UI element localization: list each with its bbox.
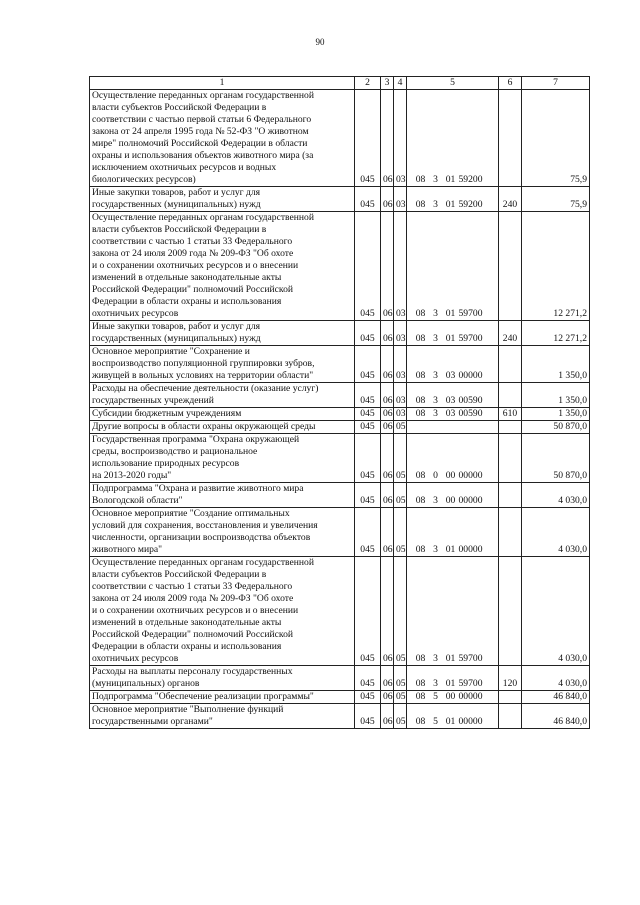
- csr-event: 01: [445, 333, 456, 344]
- grbs-code: 045: [355, 90, 381, 187]
- table-row: [90, 434, 590, 483]
- target-article-code: [407, 187, 499, 212]
- subsection-code: 05: [394, 434, 407, 483]
- csr-subprogram: 3: [433, 495, 438, 506]
- table-row: [90, 666, 590, 691]
- csr-direction: 00000: [458, 716, 483, 727]
- expense-type-code: [499, 434, 522, 483]
- grbs-code: 045: [355, 508, 381, 557]
- subsection-code: 03: [394, 408, 407, 421]
- expense-type-code: [499, 691, 522, 704]
- grbs-code: 045: [355, 421, 381, 434]
- amount: 75,9: [522, 90, 590, 187]
- header-cell: 5: [407, 77, 499, 90]
- csr-direction: 59200: [458, 199, 483, 210]
- csr-program: 08: [415, 653, 426, 664]
- amount: 1 350,0: [522, 383, 590, 408]
- section-code: 06: [381, 187, 394, 212]
- subsection-code: 03: [394, 321, 407, 346]
- budget-table: [89, 76, 590, 729]
- amount: 50 870,0: [522, 434, 590, 483]
- header-cell: 3: [381, 77, 394, 90]
- table-row: [90, 408, 590, 421]
- csr-program: 08: [415, 678, 426, 689]
- amount: 46 840,0: [522, 691, 590, 704]
- subsection-code: 05: [394, 508, 407, 557]
- section-code: 06: [381, 691, 394, 704]
- csr-program: 08: [415, 716, 426, 727]
- row-name: Подпрограмма "Охрана и развитие животного мира Вологодской области": [90, 483, 355, 508]
- table-row: [90, 187, 590, 212]
- grbs-code: 045: [355, 483, 381, 508]
- csr-event: 01: [445, 544, 456, 555]
- amount: 75,9: [522, 187, 590, 212]
- amount: 1 350,0: [522, 408, 590, 421]
- subsection-code: 03: [394, 212, 407, 321]
- row-name: Основное мероприятие "Сохранение и воспроизводство популяционной группировки зубров, живущей в вольных условиях на территории области": [90, 346, 355, 383]
- target-article-code: [407, 483, 499, 508]
- header-cell: 1: [90, 77, 355, 90]
- table-row: [90, 346, 590, 383]
- target-article-code: [407, 421, 499, 434]
- csr-program: 08: [415, 370, 426, 381]
- grbs-code: 045: [355, 346, 381, 383]
- expense-type-code: 240: [499, 321, 522, 346]
- table-row: [90, 704, 590, 729]
- csr-event: 01: [445, 308, 456, 319]
- expense-type-code: [499, 383, 522, 408]
- grbs-code: 045: [355, 383, 381, 408]
- target-article-code: [407, 90, 499, 187]
- csr-direction: 59700: [458, 678, 483, 689]
- grbs-code: 045: [355, 321, 381, 346]
- amount: 12 271,2: [522, 212, 590, 321]
- csr-subprogram: 3: [433, 308, 438, 319]
- expense-type-code: [499, 212, 522, 321]
- csr-direction: 00000: [458, 370, 483, 381]
- table-row: [90, 383, 590, 408]
- csr-direction: 00000: [458, 544, 483, 555]
- row-name: Другие вопросы в области охраны окружающей среды: [90, 421, 355, 434]
- subsection-code: 05: [394, 691, 407, 704]
- grbs-code: 045: [355, 666, 381, 691]
- csr-event: 01: [445, 199, 456, 210]
- target-article-code: [407, 557, 499, 666]
- csr-subprogram: 3: [433, 333, 438, 344]
- csr-program: 08: [415, 691, 426, 702]
- csr-direction: 00000: [458, 691, 483, 702]
- target-article-code: [407, 691, 499, 704]
- csr-program: 08: [415, 333, 426, 344]
- grbs-code: 045: [355, 187, 381, 212]
- subsection-code: 03: [394, 90, 407, 187]
- subsection-code: 05: [394, 421, 407, 434]
- csr-subprogram: 3: [433, 199, 438, 210]
- target-article-code: [407, 704, 499, 729]
- row-name: Иные закупки товаров, работ и услуг для государственных (муниципальных) нужд: [90, 187, 355, 212]
- grbs-code: 045: [355, 691, 381, 704]
- csr-event: 01: [445, 174, 456, 185]
- csr-direction: 00000: [458, 495, 483, 506]
- section-code: 06: [381, 557, 394, 666]
- grbs-code: 045: [355, 434, 381, 483]
- csr-subprogram: 5: [433, 716, 438, 727]
- row-name: Осуществление переданных органам государственной власти субъектов Российской Федерации в соответствии с частью 1 статьи 33 Федерального закона от 24 июля 2009 года № 209-ФЗ "Об охоте и о сохранении охотничьих ресурсов и о внесении изменений в отдельные законодательные акты Российской Федерации" полномочий Российской Федерации в области охраны и использования охотничьих ресурсов: [90, 212, 355, 321]
- row-name: Основное мероприятие "Создание оптимальных условий для сохранения, восстановления и увеличения численности, организации воспроизводства объектов животного мира": [90, 508, 355, 557]
- csr-subprogram: 5: [433, 691, 438, 702]
- section-code: 06: [381, 421, 394, 434]
- table-row: [90, 212, 590, 321]
- csr-program: 08: [415, 308, 426, 319]
- subsection-code: 05: [394, 666, 407, 691]
- section-code: 06: [381, 508, 394, 557]
- header-cell: 2: [355, 77, 381, 90]
- csr-event: 03: [445, 370, 456, 381]
- expense-type-code: [499, 508, 522, 557]
- amount: 50 870,0: [522, 421, 590, 434]
- subsection-code: 05: [394, 483, 407, 508]
- csr-event: 01: [445, 653, 456, 664]
- csr-subprogram: 0: [433, 470, 438, 481]
- csr-direction: 59700: [458, 333, 483, 344]
- csr-direction: 59700: [458, 653, 483, 664]
- table-header-row: [90, 77, 590, 90]
- target-article-code: [407, 434, 499, 483]
- target-article-code: [407, 383, 499, 408]
- csr-event: 03: [445, 395, 456, 406]
- csr-subprogram: 3: [433, 370, 438, 381]
- section-code: 06: [381, 666, 394, 691]
- csr-program: 08: [415, 544, 426, 555]
- section-code: 06: [381, 321, 394, 346]
- grbs-code: 045: [355, 212, 381, 321]
- section-code: 06: [381, 383, 394, 408]
- row-name: Подпрограмма "Обеспечение реализации программы": [90, 691, 355, 704]
- target-article-code: [407, 666, 499, 691]
- csr-event: 01: [445, 716, 456, 727]
- section-code: 06: [381, 212, 394, 321]
- table-row: [90, 691, 590, 704]
- amount: 1 350,0: [522, 346, 590, 383]
- csr-subprogram: 3: [433, 653, 438, 664]
- csr-program: 08: [415, 495, 426, 506]
- csr-program: 08: [415, 408, 426, 419]
- csr-event: 01: [445, 678, 456, 689]
- csr-subprogram: 3: [433, 678, 438, 689]
- csr-subprogram: 3: [433, 174, 438, 185]
- expense-type-code: 120: [499, 666, 522, 691]
- header-cell: 7: [522, 77, 590, 90]
- amount: 4 030,0: [522, 483, 590, 508]
- subsection-code: 03: [394, 187, 407, 212]
- csr-event: 00: [445, 495, 456, 506]
- grbs-code: 045: [355, 704, 381, 729]
- section-code: 06: [381, 483, 394, 508]
- csr-direction: 00590: [458, 408, 483, 419]
- row-name: Иные закупки товаров, работ и услуг для государственных (муниципальных) нужд: [90, 321, 355, 346]
- expense-type-code: 240: [499, 187, 522, 212]
- expense-type-code: [499, 704, 522, 729]
- row-name: Основное мероприятие "Выполнение функций государственными органами": [90, 704, 355, 729]
- csr-program: 08: [415, 470, 426, 481]
- table-row: [90, 483, 590, 508]
- row-name: Осуществление переданных органам государственной власти субъектов Российской Федерации в соответствии с частью 1 статьи 33 Федерального закона от 24 июля 2009 года № 209-ФЗ "Об охоте и о сохранении охотничьих ресурсов и о внесении изменений в отдельные законодательные акты Российской Федерации" полномочий Российской Федерации в области охраны и использования охотничьих ресурсов: [90, 557, 355, 666]
- csr-direction: 00590: [458, 395, 483, 406]
- csr-program: 08: [415, 395, 426, 406]
- section-code: 06: [381, 704, 394, 729]
- csr-event: 00: [445, 691, 456, 702]
- subsection-code: 05: [394, 557, 407, 666]
- amount: 4 030,0: [522, 557, 590, 666]
- expense-type-code: [499, 421, 522, 434]
- table-row: [90, 90, 590, 187]
- target-article-code: [407, 346, 499, 383]
- row-name: Осуществление переданных органам государственной власти субъектов Российской Федерации в соответствии с частью первой статьи 6 Федерального закона от 24 апреля 1995 года № 52-ФЗ "О животном мире" полномочий Российской Федерации в области охраны и использования объектов животного мира (за исключением охотничьих ресурсов и водных биологических ресурсов): [90, 90, 355, 187]
- expense-type-code: 610: [499, 408, 522, 421]
- table-row: [90, 421, 590, 434]
- expense-type-code: [499, 346, 522, 383]
- subsection-code: 03: [394, 346, 407, 383]
- row-name: Расходы на выплаты персоналу государственных (муниципальных) органов: [90, 666, 355, 691]
- amount: 46 840,0: [522, 704, 590, 729]
- csr-program: 08: [415, 174, 426, 185]
- target-article-code: [407, 212, 499, 321]
- section-code: 06: [381, 90, 394, 187]
- row-name: Государственная программа "Охрана окружающей среды, воспроизводство и рациональное использование природных ресурсов на 2013-2020 годы": [90, 434, 355, 483]
- section-code: 06: [381, 434, 394, 483]
- csr-subprogram: 3: [433, 395, 438, 406]
- amount: 4 030,0: [522, 666, 590, 691]
- row-name: Расходы на обеспечение деятельности (оказание услуг) государственных учреждений: [90, 383, 355, 408]
- header-cell: 4: [394, 77, 407, 90]
- csr-subprogram: 3: [433, 544, 438, 555]
- target-article-code: [407, 408, 499, 421]
- csr-direction: 59200: [458, 174, 483, 185]
- subsection-code: 05: [394, 704, 407, 729]
- amount: 12 271,2: [522, 321, 590, 346]
- table-row: [90, 508, 590, 557]
- section-code: 06: [381, 408, 394, 421]
- section-code: 06: [381, 346, 394, 383]
- subsection-code: 03: [394, 383, 407, 408]
- expense-type-code: [499, 483, 522, 508]
- amount: 4 030,0: [522, 508, 590, 557]
- expense-type-code: [499, 557, 522, 666]
- table-row: [90, 557, 590, 666]
- csr-direction: 59700: [458, 308, 483, 319]
- row-name: Субсидии бюджетным учреждениям: [90, 408, 355, 421]
- grbs-code: 045: [355, 408, 381, 421]
- target-article-code: [407, 321, 499, 346]
- target-article-code: [407, 508, 499, 557]
- expense-type-code: [499, 90, 522, 187]
- csr-program: 08: [415, 199, 426, 210]
- csr-direction: 00000: [458, 470, 483, 481]
- csr-event: 00: [445, 470, 456, 481]
- csr-subprogram: 3: [433, 408, 438, 419]
- page-number: 90: [315, 37, 325, 47]
- grbs-code: 045: [355, 557, 381, 666]
- table-row: [90, 321, 590, 346]
- header-cell: 6: [499, 77, 522, 90]
- csr-event: 03: [445, 408, 456, 419]
